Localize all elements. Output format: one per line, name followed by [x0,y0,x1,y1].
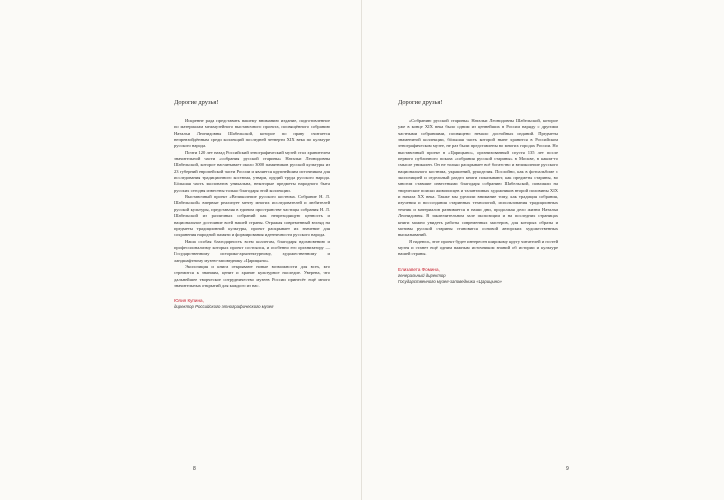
right-signature-role-2: Государственного музея-заповедника «Царицыно» [398,278,502,284]
left-signature-role: директор Российского этнографического музея [174,304,274,310]
right-greeting: Дорогие друзья! [398,99,443,106]
right-page-number: 9 [566,466,569,472]
left-greeting: Дорогие друзья! [174,99,219,106]
right-page [362,0,724,500]
left-paragraph-5: Экспозиция и книга открывают новые возможности для всех, кто стремится к знаниям, ценит и хранит культурное наследие. Уверена, что дальнейшее творческое сотрудничество музеев России принесёт ещё много значительных открытий для каждого из нас. [174,263,330,288]
right-paragraph-2: Я надеюсь, этот проект будет интересен широкому кругу читателей и гостей музея и станет ещё одним важным источником знаний об истории и культуре нашей страны. [398,238,558,257]
left-paragraph-1: Искренне рада представить вашему вниманию издание, подготовленное по материалам межмузейного выставочного проекта, посвящённого собранию Натальи Леонидовны Шабельской, которое по праву считается непревзойдённым среди коллекций последней четверти XIX века по культуре русского народа. [174,118,330,149]
left-text-column [174,99,330,310]
left-paragraph-3: Выставочный проект «Великолепие русского костюма. Собрание Н. Л. Шабельской» впервые реализует мечту многих исследователей и любителей русской культуры, представляя в едином пространстве частицы собрания Н. Л. Шабельской из различных собраний как непреходящую ценность и национальное достояние всей нашей страны. Отражая современный взгляд на предметы традиционной культуры, проект раскрывает их значение для сохранения народной памяти и формирования идентичности русского народа. [174,194,330,238]
right-signature-name: Елизавета Фомина, [398,266,440,272]
left-signature [174,298,330,310]
left-page-number: 8 [193,466,196,472]
right-signature [398,267,558,285]
right-paragraph-1: «Собранию русской старины» Натальи Леонидовны Шабельской, которое уже в конце XIX века было одним из ценнейших в России наряду с другими частными собраниями, посвящено немало достойных изданий. Предметы знаменитой коллекции, бóльшая часть которой ныне хранится в Российском этнографическом музее, не раз были представлены во многих городах России. Но выставочный проект в «Царицыно», организованный спустя 135 лет после первого публичного показа «собрания русской старины» в Москве, в каком-то смысле уникален. Он не только раскрывает всё богатство и великолепие русского национального костюма, украшений, рукоделия. Послойно, как в фотоальбоме с экспозицией и отдельный раздел книги показывают, как предметы старины, во многом ставшие известными благодаря собранию Шабельской, повлияли на творческие поиски живописцев и талантливых художников второй половины XIX и начала XX века. Также мы уделили внимание тому, как традиция собрания, изучения и воссоздания старинных технологий, использования традиционных техник и материалов развивается в наши дни, продолжая дело жизни Натальи Леонидовны. В заключительном зале экспозиции и на последних страницах книги можно увидеть работы современных мастеров, для которых образы и мотивы русской старины становятся основой авторских художественных высказываний. [398,118,558,238]
left-signature-name: Юлия Купина, [174,298,204,304]
left-paragraph-2: Почти 120 лет назад Российский этнографический музей стал хранителем значительной части «собрания русской старины» Натальи Леонидовны Шабельской, которое насчитывает около 3000 памятников русской культуры из 23 губерний европейской части России и является крупнейшим источником для исследования традиционного костюма, утвари, орудий труда русского народа. Бóльшая часть экспонатов уникальна, некоторые предметы народного быта русских сегодня известны только благодаря этой коллекции. [174,149,330,193]
left-paragraph-4: Наша особая благодарность всем коллегам, благодаря вдохновению и профессионализму которых проект состоялся, и особенно его организатору — Государственному историко-архитектурному, художественному и ландшафтному музею-заповеднику «Царицыно». [174,238,330,263]
right-signature-role-1: генеральный директор [398,272,446,278]
right-text-column [398,99,558,285]
